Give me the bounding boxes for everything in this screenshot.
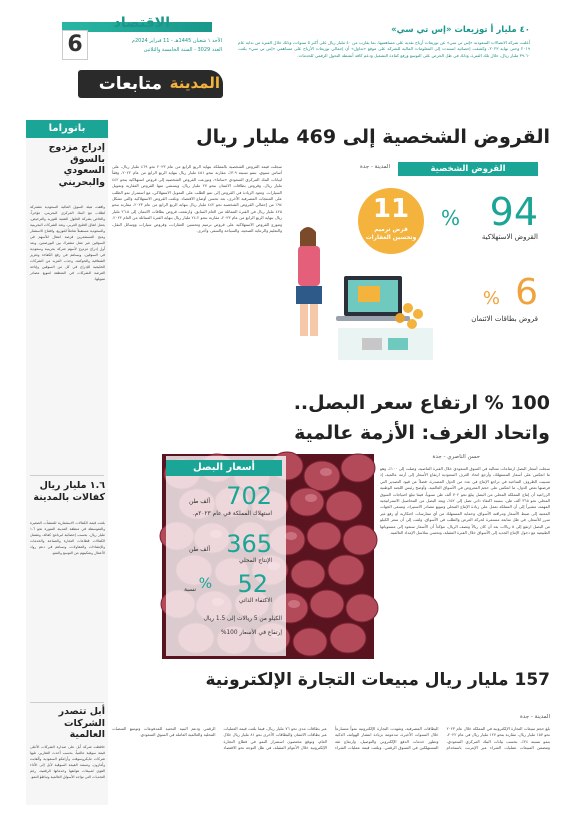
story3-body: بلغ حجم مبيعات التجارة الإلكترونية في المملكة خلال عام ٢٠٢٣ نحو ١٥٧ مليار ريال، مقارنة بنحو ١٢٧ مليار ريال في عام ٢٠٢٢، بنمو نسبته ٢٤٪، بحسب بيانات البنك المركزي السعودي، وتتضمن المبيعات عمليات الشراء عبر الإنترنت باستخدام البطاقات المصرفية، وشهدت التجارة الإلكترونية نمواً متسارعاً خلال السنوات الأخيرة، مدعومة بزيادة انتشار الهواتف الذكية وتطور خدمات الدفع الإلكتروني والتوصيل، وارتفاع ثقة المستهلكين في التسوق الرقمي. وبلغت قيمة عمليات الشراء عبر بطاقات مدى نحو ٧٦ مليار ريال، فيما بلغت قيمة العمليات عبر بطاقات الائتمان والبطاقات الأخرى نحو ٨١ مليار ريال خلال العام، وتوقع مختصون استمرار النمو في قطاع التجارة الإلكترونية خلال الأعوام المقبلة، في ظل التوجه نحو الاقتصاد الرقمي ودعم البنية التحتية للمدفوعات وتوسع المنصات المحلية والعالمية العاملة في السوق السعودي. xyxy=(110,726,551,751)
story-ecommerce xyxy=(110,668,550,808)
onion-stat1-label: استهلاك المملكة في عام ٢٠٢٣م. xyxy=(192,511,272,517)
sidebar-panorama xyxy=(26,120,108,805)
sidebar-title: بانوراما xyxy=(26,120,108,138)
story2-headline-line1: 100 % ارتفاع سعر البصل.. xyxy=(293,392,550,414)
logo-text: المدينة xyxy=(169,74,220,92)
logo-section-text: متابعات xyxy=(98,74,162,94)
story1-headline: القروض الشخصية إلى 469 مليار ريال xyxy=(196,126,550,148)
onion-stat3-suffix: نسبة xyxy=(183,586,196,593)
onion-stat1-unit: ألف طن xyxy=(189,498,210,505)
sidebar-item-body: وافقت هيئة السوق المالية السعودية مشتركة لطلاب مع البنك المركزي البحريني، مؤخراً، والخاص بشركة الحلول التقنية للتوريد والترخيص، بعمل اتفاق الخليج العربي. وتعد الشركات البحرينية والسعودية مستقبلاً شاملاً للتوزيع، وافتتاح الاستثمار ومنح المستثمرين فرصة انتقال للأسهم في السوقين عبر عمل مشترك بين البورصتين، ويعد أول إدراج مزدوج لأسهم شركة بحرينية وسعودية في السوقين، ويساهم في رفع الكفاءة وتعزيز الشفافية والحوكمة، وجذب المزيد من الشركات الخليجية للإدراج في كل من السوقين وإتاحة الفرصة للشركات في المنطقة لتنويع مصادر تمويلها. xyxy=(28,205,105,281)
onion-stat2-label: الإنتاج المحلي xyxy=(239,558,272,564)
sidebar-item-headline: أبل تتصدر الشركات العالمية xyxy=(58,706,105,740)
sidebar-item-body: حافظت شركة أبل على صدارة الشركات الأعلى قيمة سوقية عالمياً، بحسب أحدث التقارير، تليها شركات مايكروسوفت وأرامكو السعودية وألفابت وأمازون، وتستند القيمة السوقية لأبل إلى الأداء القوي لمبيعات هواتفها وخدماتها الرقمية، رغم التحديات التي تواجه الأسواق العالمية وتباطؤ النمو. xyxy=(28,745,105,779)
issue-line: العدد 3029 - السنة الخامسة والثلاثين xyxy=(143,47,222,53)
story1-infobox-title: القروض الشخصية xyxy=(398,162,538,176)
stat-card-loans-unit: % xyxy=(482,288,500,309)
story1-byline: المدينة - جدة xyxy=(359,164,390,170)
onion-stat4: الكيلو من 5 ريالات إلى 1.5 ريال xyxy=(203,616,282,622)
page-number: 6 xyxy=(67,32,83,57)
sidebar-divider xyxy=(30,702,104,703)
onion-stat3-value: 52 xyxy=(237,570,268,598)
story-personal-loans xyxy=(110,118,550,380)
story-onion-prices xyxy=(110,390,550,662)
onion-infobox-title: أسعار البصل xyxy=(166,460,282,476)
story2-headline-line2: واتحاد الغرف: الأزمة عالمية xyxy=(294,422,550,444)
onion-stat2-value: 365 xyxy=(226,530,272,558)
sidebar-item-headline: ١.٦ مليار ريال كفالات بالمدينة xyxy=(33,480,105,503)
story2-body: سجلت أسعار البصل ارتفاعات متتالية في السوق السعودي خلال الفترة الماضية، وصلت إلى ١٠٠٪، وهو ما انعكس على أسعار المستهلك، وأرجع اتحاد الغرف السعودية ارتفاع الأسعار إلى أزمة عالمية، إذ تسببت الظروف المناخية في تراجع الإنتاج في عدد من الدول المصدرة، فضلاً عن قيود التصدير التي فرضتها بعض الدول، ما انعكس على حجم المعروض في الأسواق العالمية. وأوضح رئيس اللجنة الوطنية الزراعية أن إنتاج المملكة المحلي من البصل يبلغ نحو ٧٠٢ ألف طن سنوياً، فيما تبلغ احتياجات السوق المحلي نحو ٣٦٥ ألف طن، بنسبة اكتفاء ذاتي تصل إلى ٥٢٪، ويعد البصل من المحاصيل الاستراتيجية المهمة، مشيراً إلى أن المملكة تعمل على زيادة الإنتاج المحلي وتنويع مصادر الاستيراد، وتسعى الجهات المعنية إلى ضبط الأسعار ومراقبة الأسواق، وحماية المستهلك من أي ممارسات احتكارية أو رفع غير مبرر للأسعار، في ظل متابعة مستمرة لحركة العرض والطلب في الأسواق. ولفت إلى أن سعر الكيلو من البصل ارتفع إلى ٥ ريالات بعد أن كان ريالاً ونصف الريال، مؤكداً أن الأسعار ستعود إلى مستوياتها الطبيعية مع دخول الإنتاج الجديد إلى الأسواق خلال الفترة المقبلة، وتحسن سلاسل الإمداد العالمية. xyxy=(378,466,551,536)
stat-consumer-loans-label: القروض الاستهلاكية xyxy=(481,233,538,241)
onion-stat5: إرتفاع في الأسعار 100% xyxy=(220,630,282,636)
onion-stat2-unit: ألف طن xyxy=(189,546,210,553)
renovation-loans-label: قرض ترميم وتحسين العقارات xyxy=(365,227,417,241)
top-story-body: أعلنت شركة الاتصالات السعودية «إس تي سي» عن توزيعات أرباح نقدية على مساهميها، بما يقارب من ٤٠ مليار ريال على أكثر ٥ سنوات، وذلك خلال الفترة من بداية عام ٢٠١٩ وحتى نهاية ٢٠٢٣، وكشفت إحصائية استندت إلى المعلومات المالية للشركة على موقع «تداول» أن إجمالي توزيعات الأرباح على مساهمي «إس تي سي» بلغت ٣٩.٦٠ مليار ريال، خلال تلك الفترة، وذلك في ظل الحرص على التوسع ورفع كفاءة التشغيل ودعم كافة أنشطة التحول الرقمي للخدمات. xyxy=(236,40,531,58)
onion-stat1-value: 702 xyxy=(226,482,272,510)
date-line: الأحد ١ شعبان 1445هـ - 11 فبراير 2024م xyxy=(131,38,222,44)
story2-byline: حسن الناصري - جدة xyxy=(432,454,480,460)
story3-headline: 157 مليار ريال مبيعات التجارة الإلكترونية xyxy=(205,670,550,690)
page-header xyxy=(0,0,576,118)
section-title: الاقتصاد xyxy=(113,15,170,31)
stat-card-loans-label: قروض بطاقات الائتمان xyxy=(471,315,538,323)
story1-body: سجلت قيمة القروض الشخصية بالمملكة بنهاية الربع الرابع من عام ٢٠٢٣ نحو ٤٦٩ مليار ريال، على أساس سنوي، بنمو نسبته ٣.٩٪، مقارنة بنحو ٤٥١ مليار ريال بنهاية الربع الرابع من عام ٢٠٢٢، وفقاً لبيانات البنك المركزي السعودي «ساما»، وتوزعت القروض الشخصية إلى قروض استهلاكية بنحو ٤٤٢ مليار ريال، وقروض بطاقات الائتمان بنحو ٢٧ مليار ريال، ويستثني منها القروض العقارية وتمويل السيارات. وتعود الزيادة في القروض إلى نمو الطلب على التمويل الاستهلاكي، مع استمرار نمو الطلب على المنتجات المصرفية الأخرى، بعد تحسن أوضاع الاقتصاد. وبلغت القروض الاستهلاكية والتي تشكل ٩٤٪ من إجمالي القروض الشخصية نحو ٤٤٢ مليار ريال بنهاية الربع الرابع من عام ٢٠٢٣، مقارنة بنحو ٤٢٥ مليار ريال في الفترة المماثلة من العام السابق. وارتفعت قروض بطاقات الائتمان إلى ٢٦.٥ مليار ريال بنهاية الربع الرابع من عام ٢٠٢٣، مقارنة بنحو ٢٤.٢ مليار ريال بنهاية الفترة المماثلة من العام ٢٠٢٢. وتتوزع القروض الاستهلاكية على قروض ترميم وتحسين العقارات، وقروض سيارات ووسائل النقل، والتعليم والرعاية الصحية، والسياحة والسفر، وأخرى. xyxy=(110,164,283,234)
stat-card-loans-value: 6 xyxy=(515,272,538,313)
sidebar-item-headline: إدراج مزدوج بالسوق السعودي والبحريني xyxy=(48,142,105,188)
renovation-loans-value: 11 xyxy=(372,194,410,224)
stat-consumer-loans-unit: % xyxy=(440,206,460,230)
sidebar-item-body: بلغت قيمة الكفالات الاستثمارية للمنشآت الصغيرة والمتوسطة في منطقة المدينة المنورة نحو ١.٦ مليار ريال، بحسب إحصائية لبرنامج كفالة، وتشمل الكفالات قطاعات التجارة والصناعة والخدمات والإنشاءات والمقاولات، وتساهم في دعم رواد الأعمال وتمكينهم من التوسع والنمو. xyxy=(28,521,105,555)
onion-stat3-label: الاكتفاء الذاتي xyxy=(238,598,272,604)
story3-byline: المدينة - جدة xyxy=(519,714,550,720)
top-story-headline: ٤٠ مليار أ توزيعات «إس تي سي» xyxy=(391,25,530,35)
onion-stat3-unit: % xyxy=(198,576,212,592)
top-story-background xyxy=(228,40,233,90)
stat-consumer-loans-value: 94 xyxy=(489,190,538,234)
sidebar-divider xyxy=(30,475,104,476)
